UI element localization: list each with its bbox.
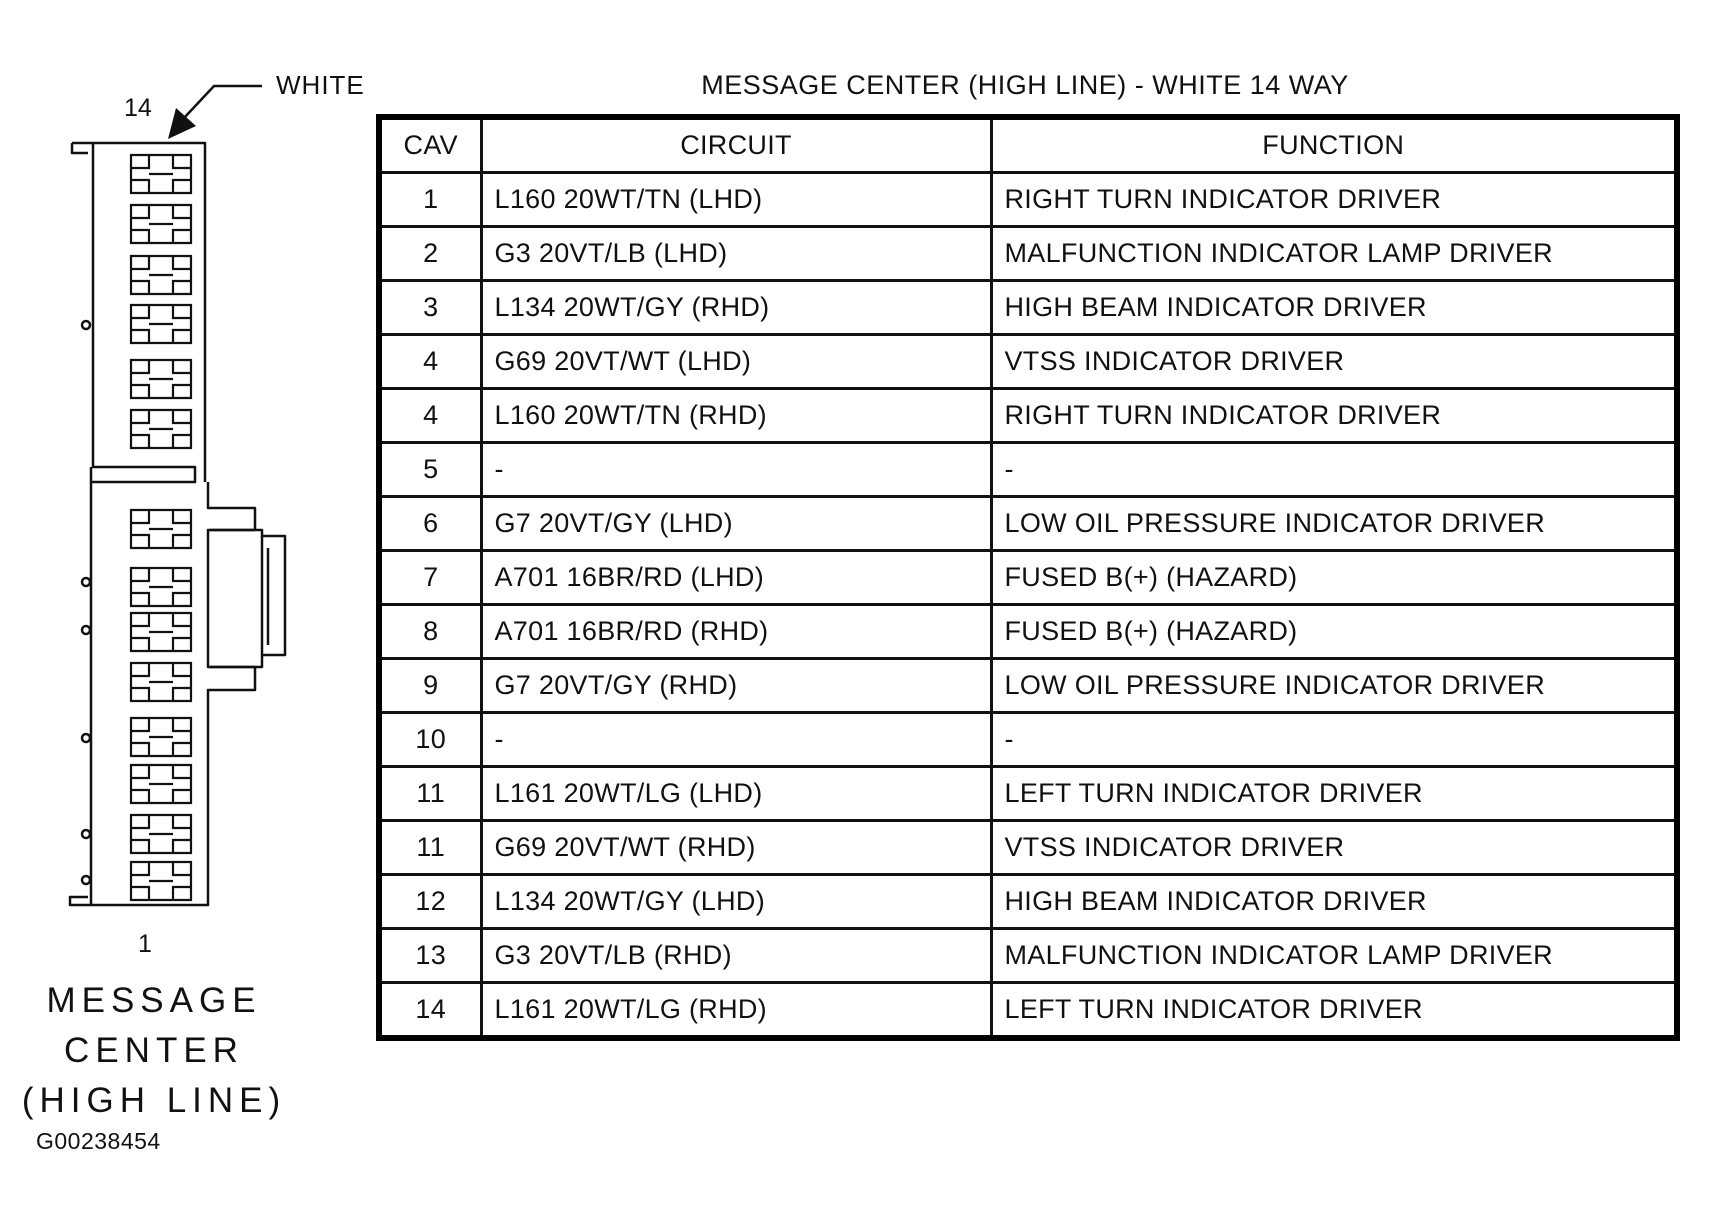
table-row xyxy=(379,983,1677,1039)
table-body xyxy=(379,173,1677,1039)
cavity xyxy=(131,718,191,756)
table-row xyxy=(379,929,1677,983)
connector-diagram xyxy=(0,0,380,960)
cell-cav: 11 xyxy=(379,821,481,875)
cavity xyxy=(131,155,191,193)
cell-function: VTSS INDICATOR DRIVER xyxy=(991,335,1677,389)
cell-function: HIGH BEAM INDICATOR DRIVER xyxy=(991,875,1677,929)
cell-cav: 9 xyxy=(379,659,481,713)
cell-function: FUSED B(+) (HAZARD) xyxy=(991,551,1677,605)
cell-cav: 4 xyxy=(379,335,481,389)
cell-circuit: L134 20WT/GY (RHD) xyxy=(481,281,991,335)
cavity xyxy=(131,360,191,398)
cell-function: VTSS INDICATOR DRIVER xyxy=(991,821,1677,875)
table-row xyxy=(379,497,1677,551)
table-header-row xyxy=(379,117,1677,173)
cell-function: - xyxy=(991,713,1677,767)
wire-color-label: WHITE xyxy=(276,70,365,100)
cell-cav: 2 xyxy=(379,227,481,281)
cell-circuit: - xyxy=(481,713,991,767)
cell-function: MALFUNCTION INDICATOR LAMP DRIVER xyxy=(991,227,1677,281)
cell-function: MALFUNCTION INDICATOR LAMP DRIVER xyxy=(991,929,1677,983)
leader-arrowhead xyxy=(168,108,196,139)
cell-function: FUSED B(+) (HAZARD) xyxy=(991,605,1677,659)
header-function: FUNCTION xyxy=(991,117,1677,173)
cell-cav: 7 xyxy=(379,551,481,605)
cell-circuit: G69 20VT/WT (RHD) xyxy=(481,821,991,875)
table-row xyxy=(379,767,1677,821)
cell-circuit: A701 16BR/RD (RHD) xyxy=(481,605,991,659)
cell-function: RIGHT TURN INDICATOR DRIVER xyxy=(991,173,1677,227)
cell-circuit: - xyxy=(481,443,991,497)
cell-circuit: L161 20WT/LG (LHD) xyxy=(481,767,991,821)
cell-circuit: L160 20WT/TN (LHD) xyxy=(481,173,991,227)
cell-cav: 14 xyxy=(379,983,481,1039)
cavity xyxy=(131,862,191,900)
cavity xyxy=(131,305,191,343)
cell-cav: 4 xyxy=(379,389,481,443)
cell-circuit: L134 20WT/GY (LHD) xyxy=(481,875,991,929)
cell-cav: 6 xyxy=(379,497,481,551)
cell-function: LEFT TURN INDICATOR DRIVER xyxy=(991,983,1677,1039)
table-row xyxy=(379,821,1677,875)
cell-circuit: G7 20VT/GY (RHD) xyxy=(481,659,991,713)
cell-circuit: G3 20VT/LB (RHD) xyxy=(481,929,991,983)
cell-function: RIGHT TURN INDICATOR DRIVER xyxy=(991,389,1677,443)
table-row xyxy=(379,281,1677,335)
table-row xyxy=(379,551,1677,605)
table-row xyxy=(379,227,1677,281)
connector-name xyxy=(20,976,288,1126)
cavity xyxy=(131,410,191,448)
table-row xyxy=(379,713,1677,767)
pin-14-label: 14 xyxy=(124,94,152,122)
connector-latch xyxy=(210,530,285,667)
table-row xyxy=(379,605,1677,659)
cell-circuit: A701 16BR/RD (LHD) xyxy=(481,551,991,605)
cell-cav: 11 xyxy=(379,767,481,821)
table-title: MESSAGE CENTER (HIGH LINE) - WHITE 14 WAY xyxy=(701,70,1349,100)
cell-function: LOW OIL PRESSURE INDICATOR DRIVER xyxy=(991,659,1677,713)
cavity xyxy=(131,663,191,701)
cavity xyxy=(131,815,191,853)
cell-function: HIGH BEAM INDICATOR DRIVER xyxy=(991,281,1677,335)
connector-name-line: (HIGH LINE) xyxy=(21,1081,287,1120)
cavity xyxy=(131,510,191,548)
table-row xyxy=(379,875,1677,929)
cell-circuit: G7 20VT/GY (LHD) xyxy=(481,497,991,551)
table-row xyxy=(379,443,1677,497)
cell-cav: 10 xyxy=(379,713,481,767)
header-circuit: CIRCUIT xyxy=(481,117,991,173)
header-cav: CAV xyxy=(379,117,481,173)
cavity xyxy=(131,205,191,243)
cell-circuit: G69 20VT/WT (LHD) xyxy=(481,335,991,389)
cell-circuit: L160 20WT/TN (RHD) xyxy=(481,389,991,443)
cell-function: LOW OIL PRESSURE INDICATOR DRIVER xyxy=(991,497,1677,551)
cavity xyxy=(131,568,191,606)
pin-1-label: 1 xyxy=(138,930,152,958)
cell-circuit: G3 20VT/LB (LHD) xyxy=(481,227,991,281)
table-row xyxy=(379,389,1677,443)
table-row xyxy=(379,335,1677,389)
connector-name-line: MESSAGE xyxy=(46,981,262,1020)
cell-cav: 3 xyxy=(379,281,481,335)
cavity xyxy=(131,256,191,294)
cell-cav: 5 xyxy=(379,443,481,497)
figure-id: G00238454 xyxy=(36,1128,161,1154)
cell-cav: 1 xyxy=(379,173,481,227)
cell-cav: 8 xyxy=(379,605,481,659)
cell-cav: 12 xyxy=(379,875,481,929)
cavity xyxy=(131,613,191,651)
pinout-table xyxy=(376,114,1680,1041)
cell-function: LEFT TURN INDICATOR DRIVER xyxy=(991,767,1677,821)
cell-circuit: L161 20WT/LG (RHD) xyxy=(481,983,991,1039)
table-row xyxy=(379,659,1677,713)
cell-function: - xyxy=(991,443,1677,497)
cavity xyxy=(131,765,191,803)
wire-color-leader xyxy=(184,86,262,118)
cell-cav: 13 xyxy=(379,929,481,983)
table-row xyxy=(379,173,1677,227)
connector-name-line: CENTER xyxy=(64,1031,244,1070)
